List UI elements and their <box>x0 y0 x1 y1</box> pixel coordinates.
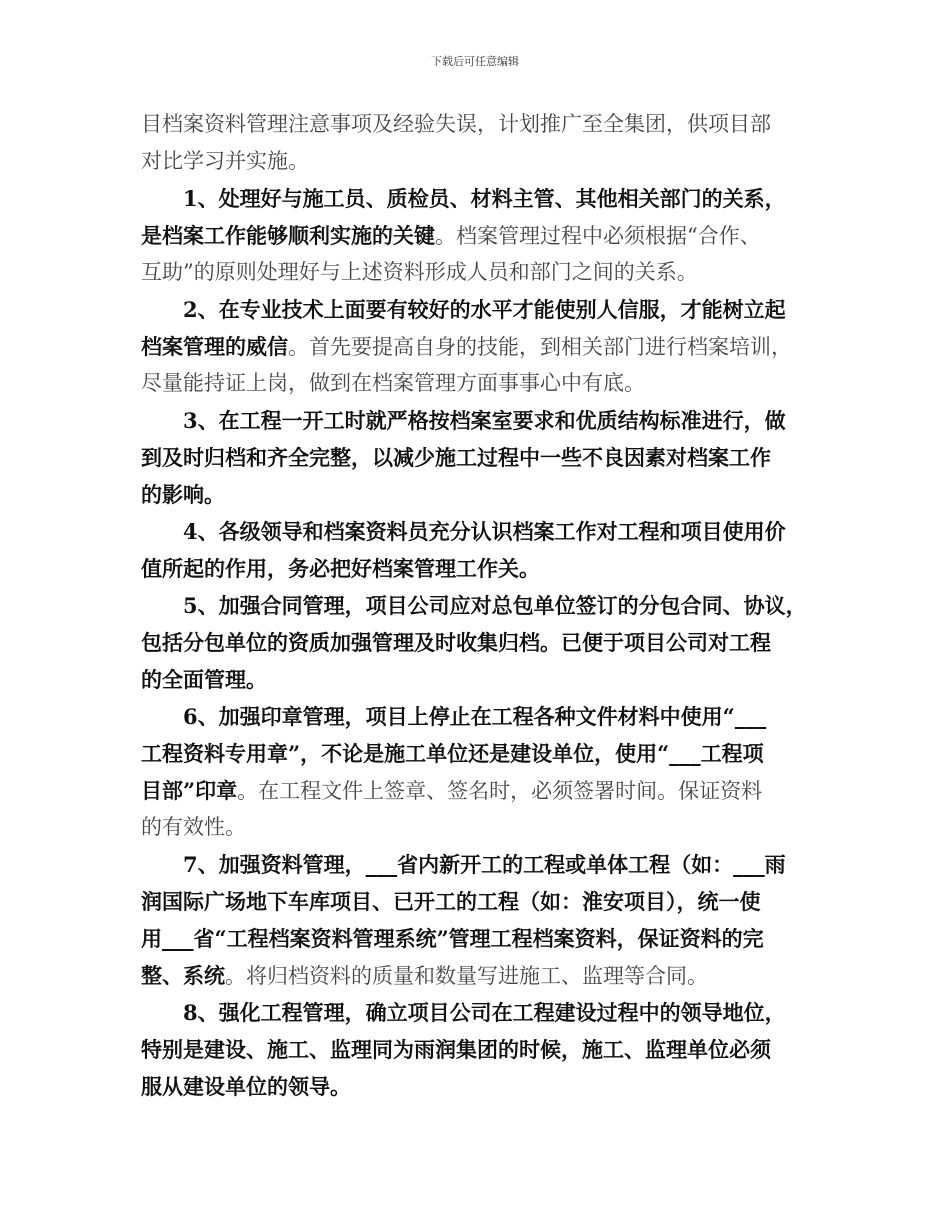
body-text: 互助”的原则处理好与上述资料形成人员和部门之间的关系。 <box>141 260 698 284</box>
text-line <box>141 1068 813 1105</box>
text-line <box>141 994 813 1031</box>
bold-text: 值所起的作用，务必把好档案管理工作关。 <box>141 556 540 581</box>
text-line <box>141 291 813 328</box>
text-line <box>141 1031 813 1068</box>
text-line <box>141 439 813 476</box>
text-line <box>141 143 813 180</box>
text-line <box>141 550 813 587</box>
text-line <box>141 365 813 402</box>
bold-text: 8、强化工程管理，确立项目公司在工程建设过程中的领导地位， <box>183 1000 786 1025</box>
bold-text: 工程资料专用章”，不论是施工单位还是建设单位，使用“___工程项 <box>141 741 764 766</box>
text-line <box>141 328 813 365</box>
text-line <box>141 661 813 698</box>
paragraph <box>141 846 813 994</box>
text-line <box>141 180 813 217</box>
document-body <box>141 106 813 1105</box>
bold-text: 1、处理好与施工员、质检员、材料主管、其他相关部门的关系， <box>183 186 786 211</box>
paragraph <box>141 994 813 1105</box>
bold-text: 到及时归档和齐全完整，以减少施工过程中一些不良因素对档案工作 <box>141 445 771 470</box>
bold-text: 的全面管理。 <box>141 667 267 692</box>
bold-text: 润国际广场地下车库项目、已开工的工程（如：淮安项目），统一使 <box>141 889 761 914</box>
text-line <box>141 217 813 254</box>
bold-text: 是档案工作能够顺利实施的关键 <box>141 223 435 248</box>
bold-text: 服从建设单位的领导。 <box>141 1074 351 1099</box>
bold-text: 用___省“工程档案资料管理系统”管理工程档案资料，保证资料的完 <box>141 926 764 951</box>
text-line <box>141 883 813 920</box>
bold-text: 档案管理的威信 <box>141 334 288 359</box>
text-line <box>141 698 813 735</box>
paragraph <box>141 402 813 513</box>
paragraph <box>141 180 813 291</box>
page-header: 下载后可任意编辑 <box>431 55 519 68</box>
bold-text: 特别是建设、施工、监理同为雨润集团的时候，施工、监理单位必须 <box>141 1037 771 1062</box>
text-line <box>141 106 813 143</box>
paragraph <box>141 291 813 402</box>
bold-text: 2、在专业技术上面要有较好的水平才能使别人信服，才能树立起 <box>183 297 786 322</box>
paragraph <box>141 587 813 698</box>
bold-text: 6、加强印章管理，项目上停止在工程各种文件材料中使用“___ <box>183 704 767 729</box>
text-line <box>141 809 813 846</box>
bold-text: 4、各级领导和档案资料员充分认识档案工作对工程和项目使用价 <box>183 519 786 544</box>
paragraph <box>141 698 813 846</box>
text-line <box>141 920 813 957</box>
bold-text: 整、系统 <box>141 963 225 988</box>
paragraph <box>141 513 813 587</box>
paragraph <box>141 106 813 180</box>
bold-text: 包括分包单位的资质加强管理及时收集归档。已便于项目公司对工程 <box>141 630 771 655</box>
text-line <box>141 957 813 994</box>
body-text: 对比学习并实施。 <box>141 149 309 173</box>
text-line <box>141 587 813 624</box>
bold-text: 5、加强合同管理，项目公司应对总包单位签订的分包合同、协议， <box>183 593 807 618</box>
text-line <box>141 254 813 291</box>
text-line <box>141 513 813 550</box>
text-line <box>141 735 813 772</box>
body-text: 。首先要提高自身的技能，到相关部门进行档案培训， <box>288 335 792 359</box>
bold-text: 3、在工程一开工时就严格按档案室要求和优质结构标准进行，做 <box>183 408 786 433</box>
text-line <box>141 624 813 661</box>
body-text: 的有效性。 <box>141 815 246 839</box>
body-text: 。将归档资料的质量和数量写进施工、监理等合同。 <box>225 964 708 988</box>
bold-text: 目部”印章 <box>141 778 238 803</box>
body-text: 尽量能持证上岗，做到在档案管理方面事事心中有底。 <box>141 371 645 395</box>
bold-text: 7、加强资料管理，___省内新开工的工程或单体工程（如：___雨 <box>183 852 786 877</box>
text-line <box>141 846 813 883</box>
bold-text: 的影响。 <box>141 482 225 507</box>
text-line <box>141 476 813 513</box>
body-text: 目档案资料管理注意事项及经验失误，计划推广至全集团，供项目部 <box>141 112 771 136</box>
text-line <box>141 772 813 809</box>
body-text: 。档案管理过程中必须根据“合作、 <box>435 224 761 248</box>
text-line <box>141 402 813 439</box>
body-text: 。在工程文件上签章、签名时，必须签署时间。保证资料 <box>237 779 763 803</box>
